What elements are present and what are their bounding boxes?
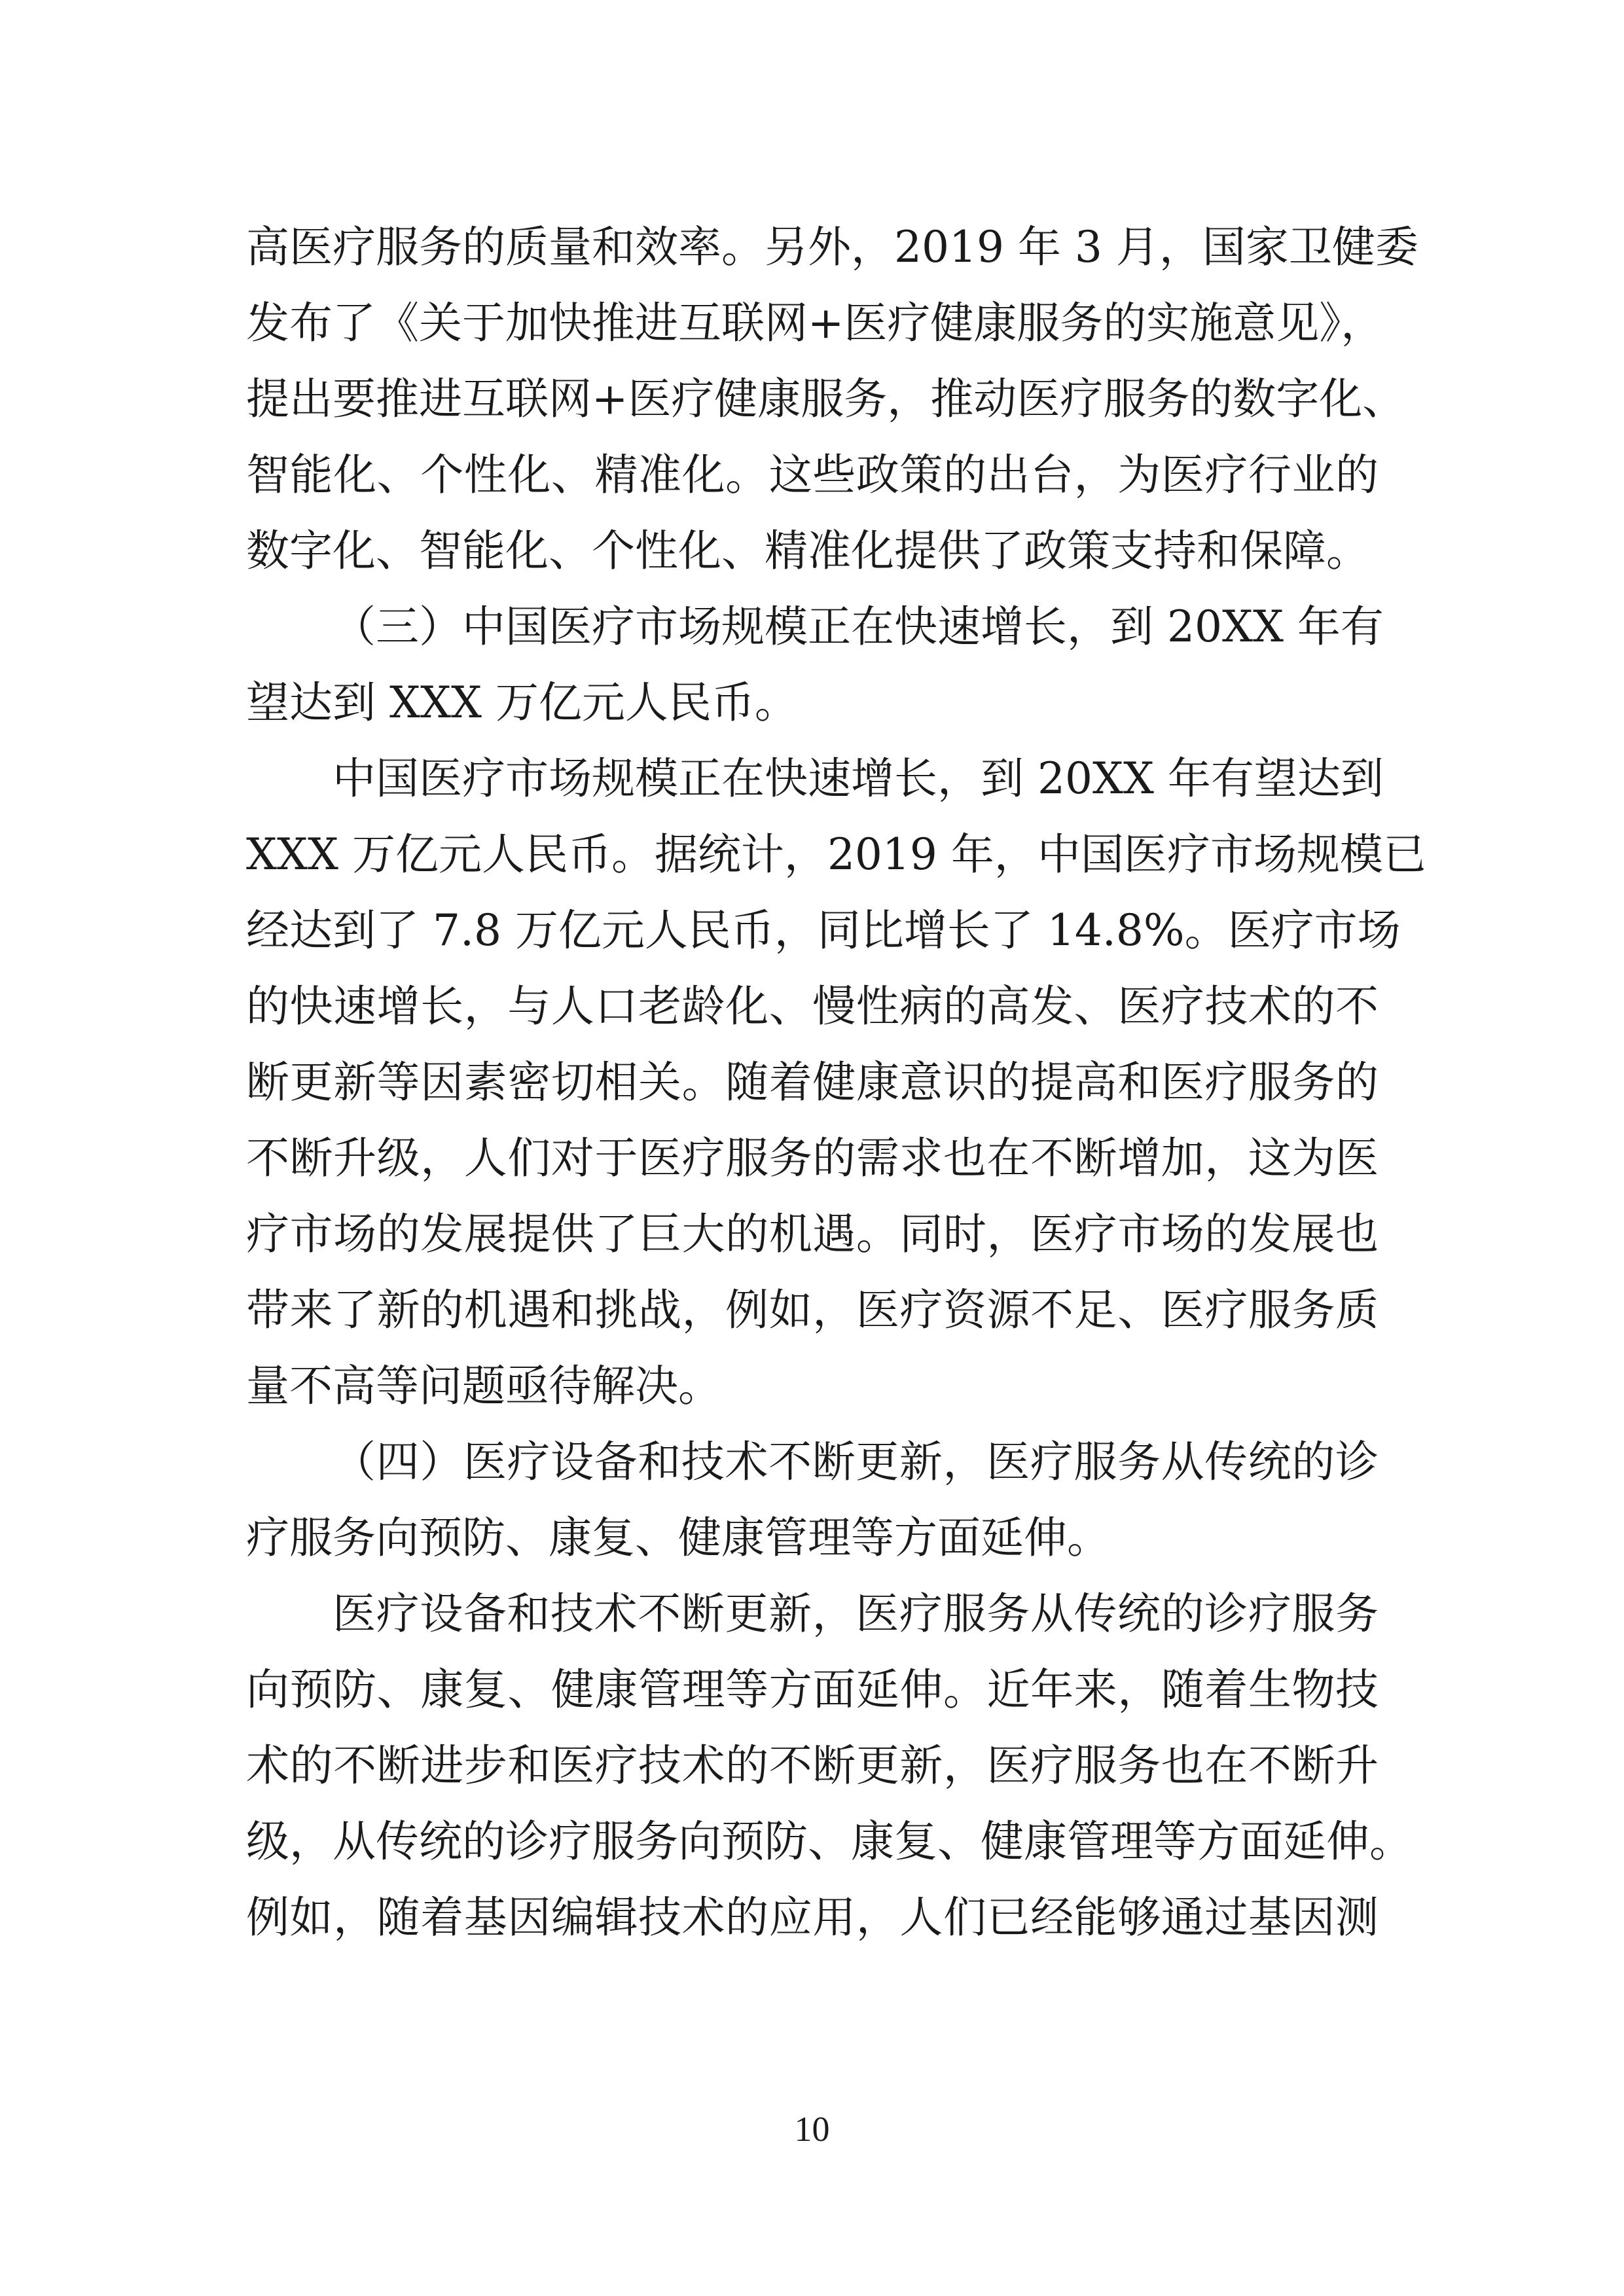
text-line: 提出要推进互联网+医疗健康服务，推动医疗服务的数字化、 [246,374,1406,424]
text-line: 的快速增长，与人口老龄化、慢性病的高发、医疗技术的不 [246,981,1379,1031]
text-line: 术的不断进步和医疗技术的不断更新，医疗服务也在不断升 [246,1740,1379,1791]
text-line: 疗市场的发展提供了巨大的机遇。同时，医疗市场的发展也 [246,1209,1379,1259]
text-line: 向预防、康复、健康管理等方面延伸。近年来，随着生物技 [246,1664,1379,1715]
text-line: 例如，随着基因编辑技术的应用，人们已经能够通过基因测 [246,1892,1379,1943]
text-line: 疗服务向预防、康复、健康管理等方面延伸。 [246,1513,1110,1563]
paragraph-1 [246,209,1418,589]
text-line: （四）医疗设备和技术不断更新，医疗服务从传统的诊 [333,1437,1379,1487]
text-line: 中国医疗市场规模正在快速增长，到 20XX 年有望达到 [333,753,1384,804]
text-line: 量不高等问题亟待解决。 [246,1361,721,1411]
paragraph-3 [246,741,1426,1424]
text-line: 望达到 XXX 万亿元人民币。 [246,677,798,728]
text-line: 发布了《关于加快推进互联网+医疗健康服务的实施意见》， [246,298,1384,348]
section-heading-3 [246,589,1384,741]
text-line: 医疗设备和技术不断更新，医疗服务从传统的诊疗服务 [333,1588,1379,1639]
text-line: 高医疗服务的质量和效率。另外，2019 年 3 月，国家卫健委 [246,222,1418,272]
paragraph-5 [246,1576,1413,1956]
page-number: 10 [794,2109,830,2149]
text-line: 经达到了 7.8 万亿元人民币，同比增长了 14.8%。医疗市场 [246,905,1401,956]
section-heading-4 [246,1424,1379,1576]
text-line: 数字化、智能化、个性化、精准化提供了政策支持和保障。 [246,526,1369,576]
text-line: 级，从传统的诊疗服务向预防、康复、健康管理等方面延伸。 [246,1816,1413,1867]
text-line: （三）中国医疗市场规模正在快速增长，到 20XX 年有 [333,601,1384,652]
text-line: XXX 万亿元人民币。据统计，2019 年，中国医疗市场规模已 [246,829,1426,880]
body-text [246,209,1426,1956]
text-line: 不断升级，人们对于医疗服务的需求也在不断增加，这为医 [246,1133,1379,1183]
text-line: 智能化、个性化、精准化。这些政策的出台，为医疗行业的 [246,450,1379,500]
text-line: 带来了新的机遇和挑战，例如，医疗资源不足、医疗服务质 [246,1285,1379,1335]
text-line: 断更新等因素密切相关。随着健康意识的提高和医疗服务的 [246,1057,1379,1107]
